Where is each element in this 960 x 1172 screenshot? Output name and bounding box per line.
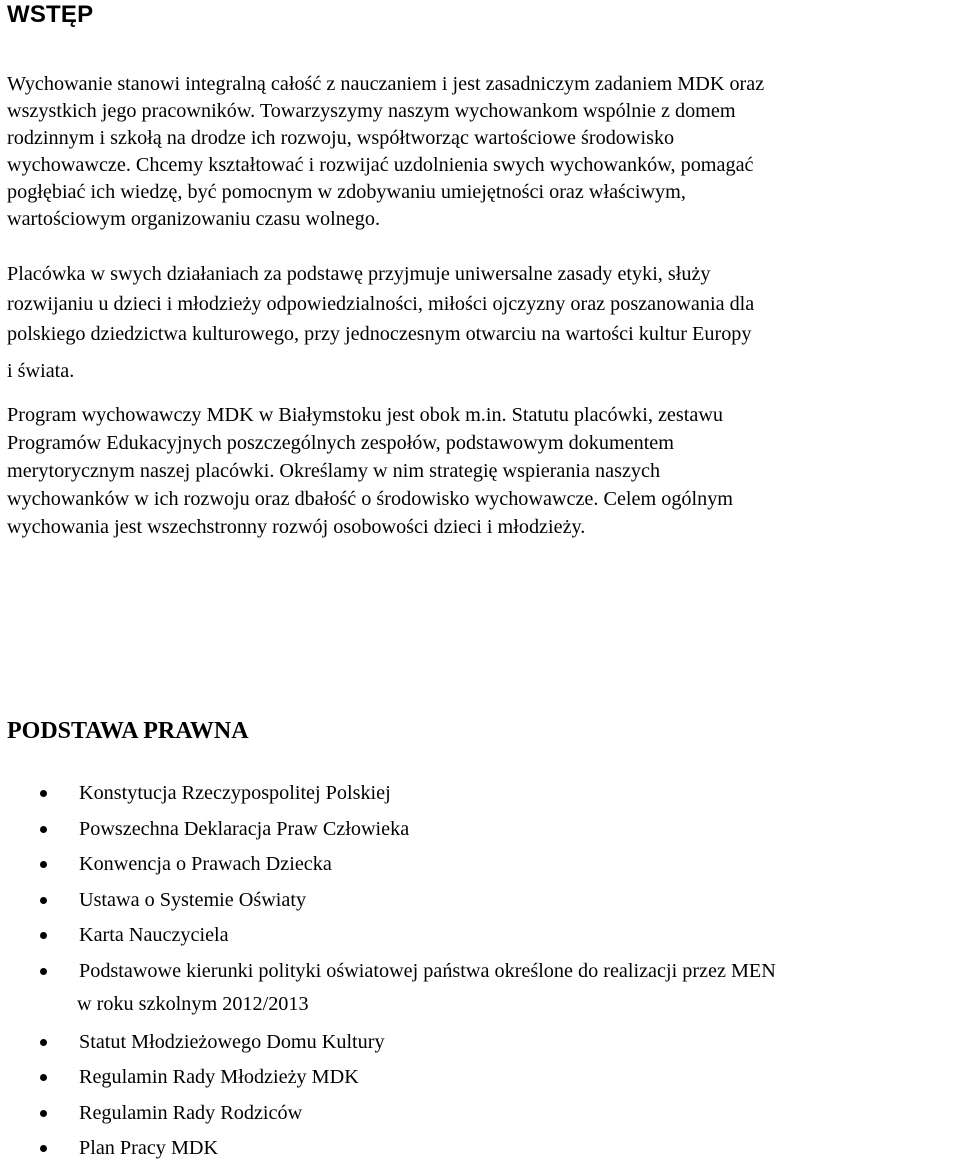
text-line: wszystkich jego pracowników. Towarzyszymy naszym wychowankom wspólnie z domem [7,100,736,122]
paragraph-program [7,401,955,541]
bullet-icon [40,897,47,904]
list-item [0,852,960,888]
list-item [0,959,960,1030]
bullet-icon [40,790,47,797]
list-item [0,817,960,853]
text-line: Placówka w swych działaniach za podstawę przyjmuje uniwersalne zasady etyki, służy [7,263,711,285]
list-item-text: Regulamin Rady Rodziców [79,1101,303,1124]
text-line: wychowawcze. Chcemy kształtować i rozwijać uzdolnienia swych wychowanków, pomagać [7,154,754,176]
list-item-text: Plan Pracy MDK [79,1137,219,1159]
bullet-icon [40,1074,47,1081]
text-line: Wychowanie stanowi integralną całość z nauczaniem i jest zasadniczym zadaniem MDK oraz [7,73,765,95]
list-item-text: Konwencja o Prawach Dziecka [79,853,332,875]
bullet-icon [40,861,47,868]
text-line: rozwijaniu u dzieci i młodzieży odpowiedzialności, miłości ojczyzny oraz poszanowania dla [7,293,755,315]
text-line: wartościowym organizowaniu czasu wolnego. [7,208,380,230]
text-line: pogłębiać ich wiedzę, być pomocnym w zdobywaniu umiejętności oraz właściwym, [7,181,686,203]
list-item [0,781,960,817]
bullet-icon [40,826,47,833]
text-line: rodzinnym i szkołą na drodze ich rozwoju, współtworząc wartościowe środowisko [7,127,675,149]
bullet-icon [40,968,47,975]
bullet-icon [40,1145,47,1152]
list-item-text: Statut Młodzieżowego Domu Kultury [79,1030,385,1053]
list-item [0,888,960,924]
list-item [0,1030,960,1066]
list-item-text: Regulamin Rady Młodzieży MDK [79,1066,359,1088]
list-item-text: Karta Nauczyciela [79,924,229,946]
list-item-text: Konstytucja Rzeczypospolitej Polskiej [79,782,391,804]
text-line: wychowania jest wszechstronny rozwój osobowości dzieci i młodzieży. [7,516,586,538]
bullet-icon [40,1110,47,1117]
text-line: Programów Edukacyjnych poszczególnych zespołów, podstawowym dokumentem [7,432,674,454]
list-item [0,1101,960,1137]
list-item-text-continuation: w roku szkolnym 2012/2013 [77,992,309,1015]
text-line: merytorycznym naszej placówki. Określamy w nim strategię wspierania naszych [7,460,661,482]
list-item-text: Podstawowe kierunki polityki oświatowej państwa określone do realizacji przez MEN [79,959,776,982]
text-line: Program wychowawczy MDK w Białymstoku jest obok m.in. Statutu placówki, zestawu [7,404,723,426]
bullet-icon [40,932,47,939]
list-item-text: Ustawa o Systemie Oświaty [79,888,307,911]
paragraph-values [7,259,955,386]
list-item [0,1136,960,1172]
text-line: wychowanków w ich rozwoju oraz dbałość o środowisko wychowawcze. Celem ogólnym [7,488,734,510]
paragraph-intro [7,71,955,233]
list-item [0,923,960,959]
text-line: i świata. [7,360,75,382]
bullet-icon [40,1039,47,1046]
list-item-text: Powszechna Deklaracja Praw Człowieka [79,817,410,840]
section-heading-wstep: WSTĘP [7,1,94,28]
legal-basis-list [0,781,960,1172]
list-item [0,1065,960,1101]
text-line: polskiego dziedzictwa kulturowego, przy jednoczesnym otwarciu na wartości kultur Europy [7,323,752,345]
section-heading-podstawa-prawna: PODSTAWA PRAWNA [7,718,249,744]
